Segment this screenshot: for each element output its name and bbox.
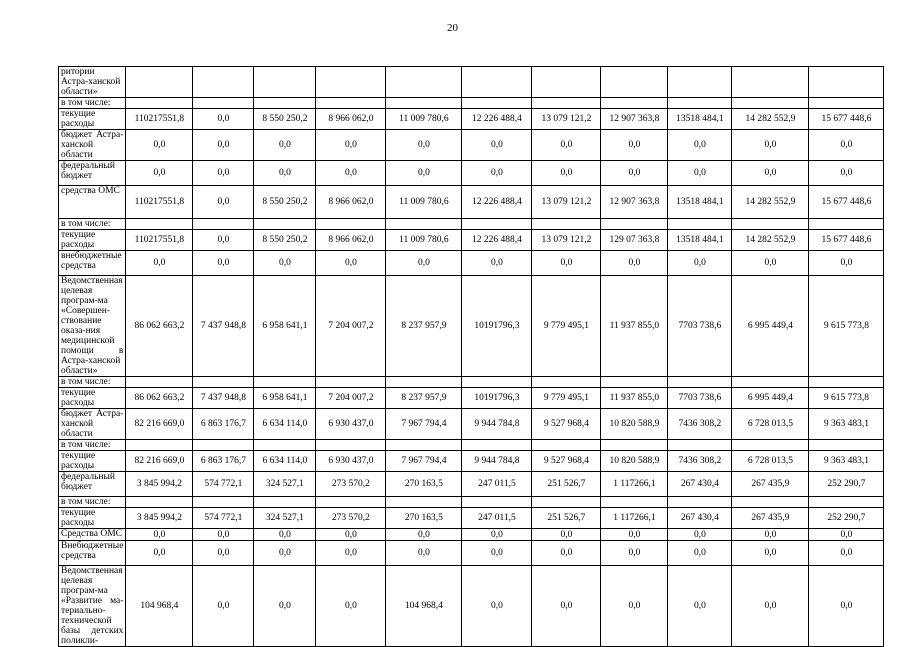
value-cell: 8 237 957,9 (386, 276, 462, 377)
row-label: ритории Астра-ханской области» (59, 67, 126, 98)
value-cell: 12 907 363,8 (601, 109, 668, 130)
value-cell (601, 377, 668, 388)
value-cell: 15 677 448,6 (809, 230, 884, 251)
value-cell: 12 907 363,8 (601, 186, 668, 219)
table-row (59, 472, 884, 497)
value-cell: 0,0 (193, 186, 254, 219)
value-cell (809, 497, 884, 508)
value-cell: 6 995 449,4 (732, 388, 809, 409)
value-cell: 247 011,5 (462, 508, 532, 529)
value-cell (193, 67, 254, 98)
value-cell (668, 440, 732, 451)
value-cell: 110217551,8 (126, 186, 193, 219)
value-cell (601, 497, 668, 508)
table-row (59, 186, 884, 219)
value-cell: 13518 484,1 (668, 230, 732, 251)
value-cell: 9 363 483,1 (809, 409, 884, 440)
value-cell: 11 937 855,0 (601, 276, 668, 377)
value-cell (386, 497, 462, 508)
value-cell (532, 98, 601, 109)
value-cell (462, 440, 532, 451)
value-cell: 0,0 (809, 130, 884, 161)
value-cell: 14 282 552,9 (732, 230, 809, 251)
value-cell: 0,0 (532, 161, 601, 186)
value-cell: 0,0 (532, 529, 601, 541)
value-cell (462, 98, 532, 109)
value-cell (532, 497, 601, 508)
table-row (59, 130, 884, 161)
value-cell (668, 67, 732, 98)
table-row (59, 161, 884, 186)
value-cell: 9 779 495,1 (532, 276, 601, 377)
value-cell: 6 930 437,0 (316, 409, 386, 440)
value-cell: 324 527,1 (254, 472, 316, 497)
value-cell: 0,0 (316, 541, 386, 566)
value-cell (809, 219, 884, 230)
value-cell: 9 615 773,8 (809, 276, 884, 377)
value-cell: 251 526,7 (532, 472, 601, 497)
value-cell: 7436 308,2 (668, 409, 732, 440)
value-cell: 8 237 957,9 (386, 388, 462, 409)
value-cell: 252 290,7 (809, 508, 884, 529)
value-cell (532, 440, 601, 451)
value-cell (601, 219, 668, 230)
value-cell: 0,0 (668, 566, 732, 647)
value-cell: 0,0 (193, 109, 254, 130)
value-cell: 267 435,9 (732, 472, 809, 497)
value-cell: 12 226 488,4 (462, 109, 532, 130)
value-cell: 13 079 121,2 (532, 109, 601, 130)
value-cell: 9 527 968,4 (532, 451, 601, 472)
value-cell: 7 967 794,4 (386, 409, 462, 440)
value-cell (193, 377, 254, 388)
value-cell: 104 968,4 (386, 566, 462, 647)
value-cell: 0,0 (316, 251, 386, 276)
value-cell: 0,0 (193, 251, 254, 276)
row-label: текущие расходы (59, 451, 126, 472)
value-cell (254, 377, 316, 388)
value-cell (316, 440, 386, 451)
value-cell: 0,0 (532, 541, 601, 566)
value-cell (462, 67, 532, 98)
value-cell: 13518 484,1 (668, 186, 732, 219)
value-cell (732, 440, 809, 451)
value-cell: 0,0 (462, 541, 532, 566)
value-cell: 0,0 (668, 130, 732, 161)
value-cell (601, 67, 668, 98)
value-cell (732, 219, 809, 230)
value-cell: 0,0 (462, 130, 532, 161)
value-cell: 11 009 780,6 (386, 109, 462, 130)
value-cell (462, 377, 532, 388)
value-cell: 0,0 (254, 541, 316, 566)
value-cell: 6 863 176,7 (193, 409, 254, 440)
value-cell: 0,0 (193, 566, 254, 647)
value-cell: 0,0 (732, 161, 809, 186)
value-cell: 7703 738,6 (668, 276, 732, 377)
value-cell (386, 67, 462, 98)
value-cell: 0,0 (601, 541, 668, 566)
value-cell: 0,0 (532, 251, 601, 276)
value-cell (254, 440, 316, 451)
value-cell: 0,0 (193, 161, 254, 186)
value-cell (254, 98, 316, 109)
row-label: Ведомственная целевая програм-ма «Развитие ма-териально-технической базы детских поликли- (59, 566, 126, 647)
value-cell: 11 937 855,0 (601, 388, 668, 409)
value-cell: 0,0 (193, 529, 254, 541)
value-cell: 273 570,2 (316, 508, 386, 529)
value-cell (193, 98, 254, 109)
value-cell: 6 728 013,5 (732, 451, 809, 472)
table-row (59, 497, 884, 508)
table-row (59, 109, 884, 130)
value-cell (254, 497, 316, 508)
value-cell: 0,0 (316, 529, 386, 541)
value-cell: 13518 484,1 (668, 109, 732, 130)
value-cell: 0,0 (126, 161, 193, 186)
table-row (59, 98, 884, 109)
value-cell: 324 527,1 (254, 508, 316, 529)
value-cell (601, 98, 668, 109)
value-cell (668, 497, 732, 508)
value-cell: 8 550 250,2 (254, 230, 316, 251)
value-cell: 8 966 062,0 (316, 230, 386, 251)
value-cell: 12 226 488,4 (462, 230, 532, 251)
value-cell: 0,0 (732, 251, 809, 276)
value-cell: 8 550 250,2 (254, 109, 316, 130)
value-cell: 574 772,1 (193, 508, 254, 529)
value-cell (316, 219, 386, 230)
value-cell: 0,0 (809, 566, 884, 647)
value-cell (668, 219, 732, 230)
table-row (59, 409, 884, 440)
table-row (59, 251, 884, 276)
value-cell: 1 117266,1 (601, 472, 668, 497)
value-cell: 0,0 (193, 230, 254, 251)
value-cell: 0,0 (732, 566, 809, 647)
value-cell: 86 062 663,2 (126, 388, 193, 409)
value-cell: 6 634 114,0 (254, 409, 316, 440)
value-cell: 0,0 (732, 541, 809, 566)
row-label: текущие расходы (59, 230, 126, 251)
value-cell: 0,0 (668, 161, 732, 186)
table-row (59, 451, 884, 472)
row-label: Внебюджетные средства (59, 541, 126, 566)
value-cell: 6 728 013,5 (732, 409, 809, 440)
value-cell (193, 440, 254, 451)
value-cell: 0,0 (462, 161, 532, 186)
value-cell: 13 079 121,2 (532, 186, 601, 219)
value-cell: 0,0 (462, 529, 532, 541)
value-cell: 8 966 062,0 (316, 186, 386, 219)
value-cell (126, 67, 193, 98)
value-cell (532, 219, 601, 230)
table-row (59, 67, 884, 98)
value-cell: 6 958 641,1 (254, 276, 316, 377)
value-cell: 9 779 495,1 (532, 388, 601, 409)
value-cell: 9 615 773,8 (809, 388, 884, 409)
value-cell (386, 440, 462, 451)
value-cell: 129 07 363,8 (601, 230, 668, 251)
table-row (59, 566, 884, 647)
value-cell: 0,0 (462, 251, 532, 276)
value-cell: 0,0 (601, 566, 668, 647)
value-cell: 3 845 994,2 (126, 508, 193, 529)
value-cell (809, 67, 884, 98)
value-cell (462, 219, 532, 230)
row-label: бюджет Астра-ханской области (59, 409, 126, 440)
value-cell (386, 377, 462, 388)
value-cell: 270 163,5 (386, 508, 462, 529)
table-row (59, 219, 884, 230)
value-cell: 104 968,4 (126, 566, 193, 647)
value-cell: 0,0 (668, 529, 732, 541)
value-cell: 0,0 (316, 566, 386, 647)
value-cell: 0,0 (386, 541, 462, 566)
budget-table (58, 66, 884, 647)
value-cell: 9 944 784,8 (462, 409, 532, 440)
value-cell (316, 67, 386, 98)
value-cell (126, 98, 193, 109)
value-cell (316, 377, 386, 388)
value-cell (254, 219, 316, 230)
value-cell (126, 440, 193, 451)
row-label: средства ОМС (59, 186, 126, 219)
value-cell: 0,0 (532, 130, 601, 161)
value-cell: 6 995 449,4 (732, 276, 809, 377)
value-cell (193, 219, 254, 230)
row-label: в том числе: (59, 98, 126, 109)
value-cell: 14 282 552,9 (732, 109, 809, 130)
value-cell: 267 430,4 (668, 472, 732, 497)
value-cell: 6 863 176,7 (193, 451, 254, 472)
value-cell: 1 117266,1 (601, 508, 668, 529)
value-cell: 0,0 (254, 130, 316, 161)
table-row (59, 541, 884, 566)
value-cell (316, 98, 386, 109)
value-cell: 0,0 (254, 529, 316, 541)
value-cell: 7 967 794,4 (386, 451, 462, 472)
value-cell (126, 377, 193, 388)
value-cell: 8 550 250,2 (254, 186, 316, 219)
row-label: в том числе: (59, 440, 126, 451)
value-cell: 15 677 448,6 (809, 186, 884, 219)
row-label: Ведомственная целевая програм-ма «Совершен-ствование оказа-ния медицинской помощи в Астра-ханской области» (59, 276, 126, 377)
value-cell (809, 98, 884, 109)
value-cell: 14 282 552,9 (732, 186, 809, 219)
row-label: внебюджетные средства (59, 251, 126, 276)
value-cell (732, 497, 809, 508)
table-row (59, 529, 884, 541)
value-cell: 86 062 663,2 (126, 276, 193, 377)
value-cell: 10 820 588,9 (601, 409, 668, 440)
value-cell: 267 435,9 (732, 508, 809, 529)
value-cell: 10 820 588,9 (601, 451, 668, 472)
value-cell: 247 011,5 (462, 472, 532, 497)
value-cell: 11 009 780,6 (386, 230, 462, 251)
value-cell: 0,0 (126, 541, 193, 566)
value-cell: 0,0 (126, 529, 193, 541)
value-cell: 6 930 437,0 (316, 451, 386, 472)
value-cell (193, 497, 254, 508)
table-row (59, 440, 884, 451)
value-cell: 7 204 007,2 (316, 388, 386, 409)
value-cell (532, 377, 601, 388)
row-label: бюджет Астра-ханской области (59, 130, 126, 161)
row-label: федеральный бюджет (59, 472, 126, 497)
value-cell: 7 437 948,8 (193, 276, 254, 377)
value-cell (126, 219, 193, 230)
value-cell: 9 944 784,8 (462, 451, 532, 472)
value-cell: 8 966 062,0 (316, 109, 386, 130)
value-cell: 0,0 (601, 130, 668, 161)
value-cell: 6 958 641,1 (254, 388, 316, 409)
value-cell: 7 204 007,2 (316, 276, 386, 377)
value-cell: 0,0 (668, 541, 732, 566)
value-cell: 0,0 (809, 541, 884, 566)
value-cell (732, 67, 809, 98)
value-cell: 110217551,8 (126, 230, 193, 251)
row-label: в том числе: (59, 497, 126, 508)
value-cell: 0,0 (532, 566, 601, 647)
value-cell (532, 67, 601, 98)
value-cell: 82 216 669,0 (126, 451, 193, 472)
value-cell: 0,0 (254, 251, 316, 276)
value-cell: 15 677 448,6 (809, 109, 884, 130)
value-cell (126, 497, 193, 508)
row-label: текущие расходы (59, 388, 126, 409)
value-cell: 0,0 (126, 130, 193, 161)
value-cell: 82 216 669,0 (126, 409, 193, 440)
value-cell (254, 67, 316, 98)
value-cell: 3 845 994,2 (126, 472, 193, 497)
row-label: Средства ОМС (59, 529, 126, 541)
value-cell: 13 079 121,2 (532, 230, 601, 251)
row-label: текущие расходы (59, 109, 126, 130)
value-cell (668, 377, 732, 388)
value-cell (462, 497, 532, 508)
value-cell (809, 440, 884, 451)
table-row (59, 230, 884, 251)
row-label: в том числе: (59, 377, 126, 388)
value-cell: 270 163,5 (386, 472, 462, 497)
page-number: 20 (447, 22, 458, 34)
value-cell: 251 526,7 (532, 508, 601, 529)
value-cell: 0,0 (126, 251, 193, 276)
value-cell: 0,0 (732, 130, 809, 161)
value-cell: 0,0 (316, 130, 386, 161)
value-cell: 7 437 948,8 (193, 388, 254, 409)
value-cell: 12 226 488,4 (462, 186, 532, 219)
value-cell: 0,0 (809, 251, 884, 276)
value-cell (601, 440, 668, 451)
value-cell: 0,0 (668, 251, 732, 276)
value-cell (732, 377, 809, 388)
value-cell: 574 772,1 (193, 472, 254, 497)
value-cell: 0,0 (254, 161, 316, 186)
value-cell: 110217551,8 (126, 109, 193, 130)
table-row (59, 388, 884, 409)
value-cell: 0,0 (193, 541, 254, 566)
value-cell (732, 98, 809, 109)
value-cell: 9 363 483,1 (809, 451, 884, 472)
row-label: федеральный бюджет (59, 161, 126, 186)
table-row (59, 276, 884, 377)
value-cell: 10191796,3 (462, 276, 532, 377)
value-cell: 9 527 968,4 (532, 409, 601, 440)
value-cell: 0,0 (601, 251, 668, 276)
value-cell: 0,0 (732, 529, 809, 541)
value-cell (316, 497, 386, 508)
value-cell: 7436 308,2 (668, 451, 732, 472)
value-cell: 0,0 (386, 529, 462, 541)
value-cell: 0,0 (601, 161, 668, 186)
value-cell: 0,0 (601, 529, 668, 541)
value-cell (386, 98, 462, 109)
value-cell (668, 98, 732, 109)
value-cell: 0,0 (386, 161, 462, 186)
row-label: текущие расходы (59, 508, 126, 529)
value-cell: 0,0 (809, 161, 884, 186)
value-cell: 10191796,3 (462, 388, 532, 409)
value-cell: 7703 738,6 (668, 388, 732, 409)
value-cell: 0,0 (254, 566, 316, 647)
value-cell: 273 570,2 (316, 472, 386, 497)
value-cell: 6 634 114,0 (254, 451, 316, 472)
row-label: в том числе: (59, 219, 126, 230)
value-cell: 11 009 780,6 (386, 186, 462, 219)
value-cell: 267 430,4 (668, 508, 732, 529)
value-cell (386, 219, 462, 230)
value-cell: 0,0 (462, 566, 532, 647)
table-row (59, 508, 884, 529)
table-row (59, 377, 884, 388)
value-cell: 0,0 (386, 251, 462, 276)
value-cell: 0,0 (386, 130, 462, 161)
value-cell: 0,0 (193, 130, 254, 161)
value-cell (809, 377, 884, 388)
value-cell: 252 290,7 (809, 472, 884, 497)
value-cell: 0,0 (316, 161, 386, 186)
value-cell: 0,0 (809, 529, 884, 541)
